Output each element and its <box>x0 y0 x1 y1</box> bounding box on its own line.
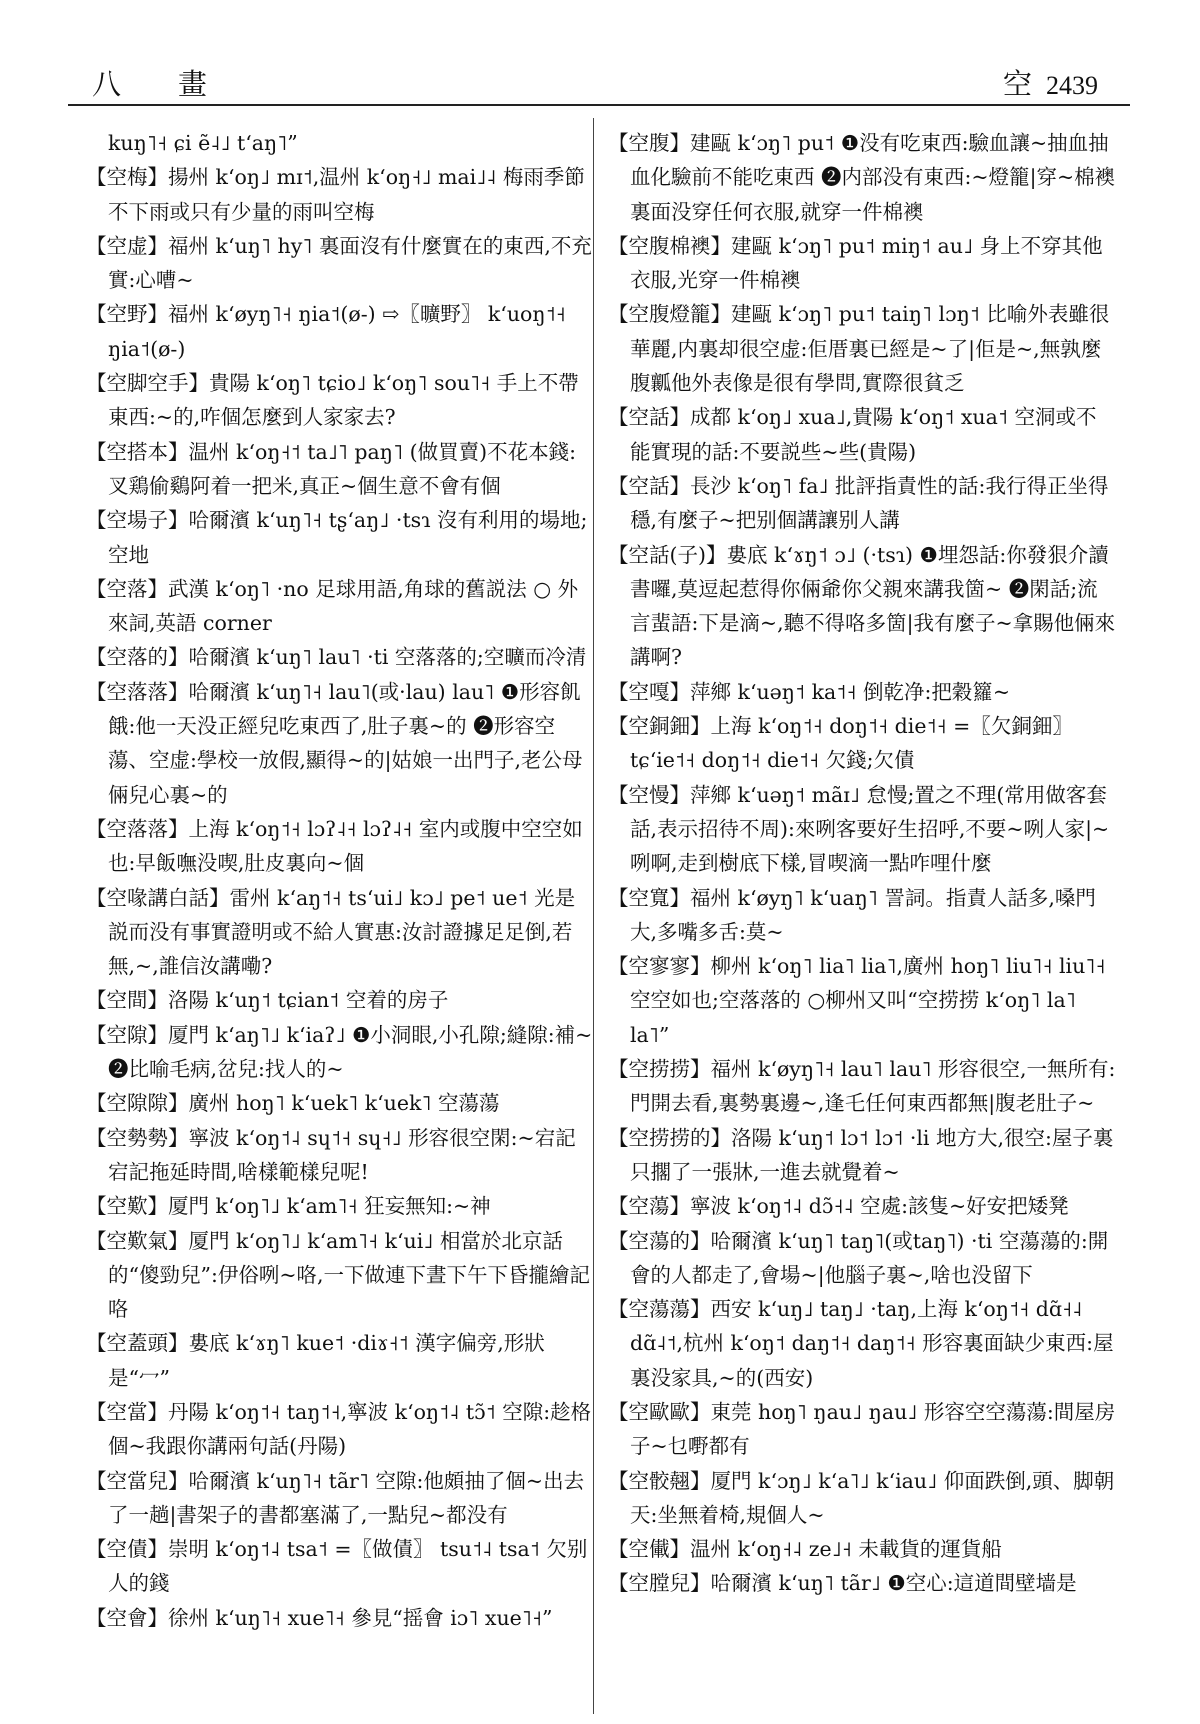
entry-text: 建甌 k‘ɔŋ˥ pu˦ miŋ˦ au˩ 身上不穿其他衣服,光穿一件棉襖 <box>630 233 1103 293</box>
entry-text: 萍鄉 k‘uəŋ˦ ka˦˧ 倒乾净:把穀籮~ <box>690 679 1011 704</box>
entry-text: 哈爾濱 k‘uŋ˥˧ tãr˥ 空隙:他頗抽了個~出去了一趟|書架子的書都塞滿了,一點兒~都没有 <box>108 1468 585 1527</box>
entry-headword: 【空寥寥】 <box>608 954 711 979</box>
dictionary-entry <box>608 1189 1116 1223</box>
dictionary-entry <box>86 1532 594 1601</box>
dictionary-entry <box>86 1326 594 1395</box>
dictionary-entry <box>86 435 594 504</box>
entry-text: 萍鄉 k‘uəŋ˦ mãɪ˩ 怠慢;置之不理(常用做客套話,表示招待不周):來咧客要好生招呼,不要~咧人家|~咧啊,走到樹底下樣,冒喫滴一點咋哩什麼 <box>630 782 1110 876</box>
section-title: 八 畫 <box>92 67 222 101</box>
entry-headword: 【空儎】 <box>608 1537 690 1562</box>
entry-headword: 【空落落】 <box>86 816 189 841</box>
entry-text: 揚州 k‘oŋ˩ mɪ˦,温州 k‘oŋ˧˩ mai˩˨ 梅雨季節不下雨或只有少量的雨叫空梅 <box>108 165 585 224</box>
entry-headword: 【空寬】 <box>608 885 690 910</box>
dictionary-entry <box>86 1464 594 1533</box>
entry-text: 崇明 k‘oŋ˦˨ tsa˦ =〖做債〗 tsu˦˨ tsa˦ 欠别人的錢 <box>108 1537 588 1596</box>
dictionary-entry <box>86 1601 594 1635</box>
entry-headword: 【空當】 <box>86 1399 168 1424</box>
entry-headword: 【空蕩的】 <box>608 1228 711 1253</box>
entry-text: 丹陽 k‘oŋ˦˧ taŋ˦˧,寧波 k‘oŋ˦˨ tɔ̃˦ 空隙:趁格個~我跟你講兩句話(丹陽) <box>108 1399 592 1459</box>
entry-headword: 【空脚空手】 <box>86 371 209 396</box>
entry-text: 福州 k‘uŋ˥ hy˥ 裏面沒有什麼實在的東西,不充實:心嘈~ <box>108 233 592 293</box>
entry-text: 徐州 k‘uŋ˥˧ xue˥˧ 參見“摇會 iɔ˥ xue˥˧” <box>168 1605 553 1630</box>
dictionary-entry <box>608 1395 1116 1464</box>
dictionary-entry <box>86 881 594 984</box>
entry-headword: 【空隙隙】 <box>86 1091 189 1116</box>
entry-headword: 【空野】 <box>86 302 168 327</box>
entry-text: 上海 k‘oŋ˦˧ lɔʔ˨˧ lɔʔ˨˧ 室内或腹中空空如也:早飯嘸没喫,肚皮裏向~個 <box>108 816 583 876</box>
dictionary-entry <box>608 126 1116 229</box>
entry-text: 洛陽 k‘uŋ˦ tɕian˦ 空着的房子 <box>168 988 449 1013</box>
page-heading <box>1003 62 1098 103</box>
entry-text: 廣州 hoŋ˥ k‘uek˥ k‘uek˥ 空蕩蕩 <box>188 1091 500 1116</box>
right-column <box>608 126 1116 1601</box>
entry-text: 婁底 k‘ɤŋ˦ ɔ˩ (·tsɿ) ❶埋怨話:你發狠介讀書囉,莫逗起惹得你倆爺你父親來講我箇~ ❷閑話;流言蜚語:下是滴~,聽不得咯多箇|我有麼子~拿賜他倆來講啊? <box>630 542 1116 670</box>
entry-text: 長沙 k‘oŋ˥ fa˩ 批評指責性的話:我行得正坐得穩,有麼子~把别個講讓别人講 <box>630 473 1109 533</box>
entry-headword: 【空嘎】 <box>608 679 690 704</box>
entry-headword: 【空落】 <box>86 576 168 601</box>
dictionary-entry <box>86 229 594 298</box>
entry-headword: 【空話(子)】 <box>608 542 727 567</box>
entry-headword: 【空場子】 <box>86 508 189 533</box>
entry-headword: 【空捞捞的】 <box>608 1125 731 1150</box>
dictionary-entry <box>608 538 1116 675</box>
dictionary-entry <box>86 640 594 674</box>
dictionary-entry <box>86 160 594 229</box>
entry-text: 哈爾濱 k‘uŋ˥ tãr˩ ❶空心:這道間壁墙是 <box>710 1571 1077 1596</box>
entry-text: 建甌 k‘ɔŋ˥ pu˦ taiŋ˥ lɔŋ˦ 比喻外表雖很華麗,内裏却很空虚:佢厝裏已經是~了|佢是~,無孰麼腹瓤他外表像是很有學問,實際很貧乏 <box>630 302 1110 396</box>
dictionary-entry <box>608 881 1116 950</box>
entry-text: 哈爾濱 k‘uŋ˥ taŋ˥(或taŋ˥) ·ti 空蕩蕩的:開會的人都走了,會場~|他腦子裏~,啥也没留下 <box>630 1228 1109 1287</box>
dictionary-entry <box>86 1395 594 1464</box>
dictionary-entry <box>86 366 594 435</box>
dictionary-entry <box>608 1292 1116 1395</box>
entry-headword: 【空落的】 <box>86 645 189 670</box>
dictionary-entry <box>608 1052 1116 1121</box>
entry-text: 温州 k‘oŋ˧˨ ze˩˧ 未載貨的運貨船 <box>690 1537 1002 1562</box>
entry-headword: 【空膛兒】 <box>608 1571 711 1596</box>
entry-headword: 【空落落】 <box>86 679 189 704</box>
dictionary-entry <box>86 1086 594 1120</box>
entry-text: 貴陽 k‘oŋ˥ tɕio˩ k‘oŋ˥ sou˥˧ 手上不帶東西:~的,咋個怎麼到人家家去? <box>108 371 579 430</box>
entry-headword: 【空當兒】 <box>86 1468 189 1493</box>
entry-headword: 【空蓋頭】 <box>86 1331 189 1356</box>
entry-headword: 【空慢】 <box>608 782 690 807</box>
entry-headword: 【空腹棉襖】 <box>608 233 731 258</box>
entry-headword: 【空腹】 <box>608 131 690 155</box>
entry-text: 福州 k‘øyŋ˥˧ ŋia˦(ø-) ⇨〖曠野〗 k‘uoŋ˦˧ ŋia˦(ø-) <box>108 302 566 361</box>
entry-text: 厦門 k‘oŋ˥˩ k‘am˥˧ 狂妄無知:~神 <box>168 1194 491 1219</box>
header-rule <box>68 104 1130 106</box>
entry-text: 西安 k‘uŋ˩ taŋ˩ ·taŋ,上海 k‘oŋ˦˧ dɑ̃˧˨ dɑ̃˨˦,杭州 k‘oŋ˦ daŋ˦˧ daŋ˦˧ 形容裏面缺少東西:屋裏没家具,~的(西安) <box>630 1297 1114 1390</box>
entry-headword: 【空喙講白話】 <box>86 885 230 910</box>
entry-headword: 【空捞捞】 <box>608 1057 711 1082</box>
entry-headword: 【空骹翹】 <box>608 1468 711 1493</box>
dictionary-entry <box>86 572 594 641</box>
dictionary-entry <box>608 400 1116 469</box>
dictionary-entry <box>86 983 594 1017</box>
dictionary-entry <box>608 1532 1116 1566</box>
entry-text: 哈爾濱 k‘uŋ˥ lau˥ ·ti 空落落的;空曠而冷清 <box>188 645 587 670</box>
entry-headword: 【空歎】 <box>86 1194 168 1219</box>
entry-text: 寧波 k‘oŋ˦˨ sɥ˦˧ sɥ˧˩ 形容很空閑:~宕記宕記拖延時間,啥樣範樣兒呢! <box>108 1125 576 1184</box>
dictionary-entry <box>608 949 1116 1052</box>
dictionary-entry <box>86 812 594 881</box>
entry-text: 上海 k‘oŋ˦˧ doŋ˦˧ die˦˧ =〖欠銅鈿〗 tɕ‘ie˦˧ doŋ˦˧ die˦˧ 欠錢;欠債 <box>630 714 1073 773</box>
entry-text: 成都 k‘oŋ˩ xua˩,貴陽 k‘oŋ˦ xua˦ 空洞或不能實現的話:不要説些~些(貴陽) <box>630 405 1097 464</box>
entry-headword: 【空會】 <box>86 1605 168 1630</box>
entry-headword: 【空腹燈籠】 <box>608 302 731 327</box>
entry-headword: 【空歎氣】 <box>86 1228 189 1253</box>
dictionary-entry <box>608 297 1116 400</box>
entry-headword: 【空蕩蕩】 <box>608 1297 711 1322</box>
entry-text: 婁底 k‘ɤŋ˥ kue˦ ·diɤ˧˦ 漢字偏旁,形狀是“冖” <box>108 1331 545 1390</box>
entry-text: 東莞 hoŋ˥ ŋau˩ ŋau˩ 形容空空蕩蕩:間屋房子~乜嘢都有 <box>630 1399 1116 1459</box>
entry-headword: 【空歐歐】 <box>608 1399 711 1424</box>
dictionary-entry <box>608 1121 1116 1190</box>
head-character: 空 <box>1002 67 1032 101</box>
entry-text: 寧波 k‘oŋ˦˨ dɔ̃˧˨ 空處:該隻~好安把矮凳 <box>690 1194 1069 1219</box>
entry-text: 厦門 k‘ɔŋ˩ k‘a˥˩ k‘iau˩ 仰面跌倒,頭、脚朝天:坐無着椅,規個人~ <box>630 1468 1115 1527</box>
left-column <box>86 126 594 1635</box>
dictionary-entry <box>608 1464 1116 1533</box>
entry-text: 雷州 k‘aŋ˦˧ ts‘ui˩ kɔ˩ pe˦ ue˦ 光是説而没有事實證明或不給人實惠:汝討證據足足倒,若無,~,誰信汝講嘞? <box>108 885 576 979</box>
entry-text: 厦門 k‘aŋ˥˩ k‘iaʔ˩ ❶小洞眼,小孔隙;縫隙:補~ ❷比喻毛病,岔兒:找人的~ <box>108 1022 593 1082</box>
entry-headword: 【空搭本】 <box>86 439 189 464</box>
entry-headword: 【空間】 <box>86 988 168 1013</box>
dictionary-entry <box>86 1224 594 1327</box>
entry-headword: 【空債】 <box>86 1537 168 1562</box>
entry-headword: 【空話】 <box>608 473 690 498</box>
dictionary-entry <box>86 126 594 160</box>
entry-text: 温州 k‘oŋ˧˦ ta˩˥ paŋ˥ (做買賣)不花本錢:叉鶏偷鷄阿着一把米,真正~個生意不會有個 <box>108 439 577 498</box>
dictionary-entry <box>86 503 594 572</box>
entry-headword: 【空蕩】 <box>608 1194 690 1219</box>
column-divider <box>593 118 594 1714</box>
entry-headword: 【空銅鈿】 <box>608 714 711 739</box>
entry-text: 洛陽 k‘uŋ˦ lɔ˦ lɔ˦ ·li 地方大,很空:屋子裏只擱了一張牀,一進去就覺着~ <box>630 1125 1114 1184</box>
entry-text: kuŋ˥˧ ɕi ẽ˨˩ t‘aŋ˥” <box>108 131 298 155</box>
entry-headword: 【空梅】 <box>86 165 168 190</box>
dictionary-entry <box>608 469 1116 538</box>
dictionary-entry <box>608 675 1116 709</box>
dictionary-entry <box>86 1121 594 1190</box>
page-header <box>0 0 1200 105</box>
dictionary-entry <box>86 1189 594 1223</box>
entry-headword: 【空話】 <box>608 405 690 430</box>
entry-text: 武漢 k‘oŋ˥ ·no 足球用語,角球的舊説法 ○ 外來詞,英語 corner <box>108 576 579 636</box>
page-number: 2439 <box>1046 71 1098 100</box>
entry-text: 福州 k‘øyŋ˥˧ lau˥ lau˥ 形容很空,一無所有:門開去看,裏勢裏邊~,逢乇任何東西都無|腹老肚子~ <box>630 1057 1116 1116</box>
entry-text: 福州 k‘øyŋ˥ k‘uaŋ˥ 詈詞。指責人話多,嗓門大,多嘴多舌:莫~ <box>630 885 1096 944</box>
entry-headword: 【空隙】 <box>86 1022 168 1047</box>
entry-text: 哈爾濱 k‘uŋ˥˧ tʂ‘aŋ˩ ·tsɿ 沒有利用的場地;空地 <box>108 508 588 567</box>
dictionary-entry <box>608 709 1116 778</box>
entry-text: 柳州 k‘oŋ˥ lia˥ lia˥,廣州 hoŋ˥ liu˥˧ liu˥˧ 空空如也;空落落的 ○柳州又叫“空捞捞 k‘oŋ˥ la˥ la˥” <box>630 954 1106 1047</box>
dictionary-entry <box>608 1566 1116 1600</box>
entry-headword: 【空勢勢】 <box>86 1125 189 1150</box>
dictionary-entry <box>608 229 1116 298</box>
dictionary-entry <box>86 1018 594 1087</box>
entry-headword: 【空虚】 <box>86 233 168 258</box>
dictionary-entry <box>86 297 594 366</box>
entry-text: 哈爾濱 k‘uŋ˥˧ lau˥(或·lau) lau˥ ❶形容飢餓:他一天没正經兒吃東西了,肚子裏~的 ❷形容空蕩、空虚:學校一放假,顯得~的|姑娘一出門子,老公母倆兒心裏~的 <box>108 679 583 807</box>
entry-text: 建甌 k‘ɔŋ˥ pu˦ ❶没有吃東西:驗血讓~抽血抽血化驗前不能吃東西 ❷内部没有東西:~燈籠|穿~棉襖裏面没穿任何衣服,就穿一件棉襖 <box>630 131 1116 224</box>
dictionary-entry <box>608 1224 1116 1293</box>
entry-text: 厦門 k‘oŋ˥˩ k‘am˥˧ k‘ui˩ 相當於北京話的“傻勁兒”:伊俗咧~咯,一下做連下晝下午下昏攏繪記咯 <box>108 1228 591 1322</box>
dictionary-entry <box>86 675 594 812</box>
dictionary-entry <box>608 778 1116 881</box>
